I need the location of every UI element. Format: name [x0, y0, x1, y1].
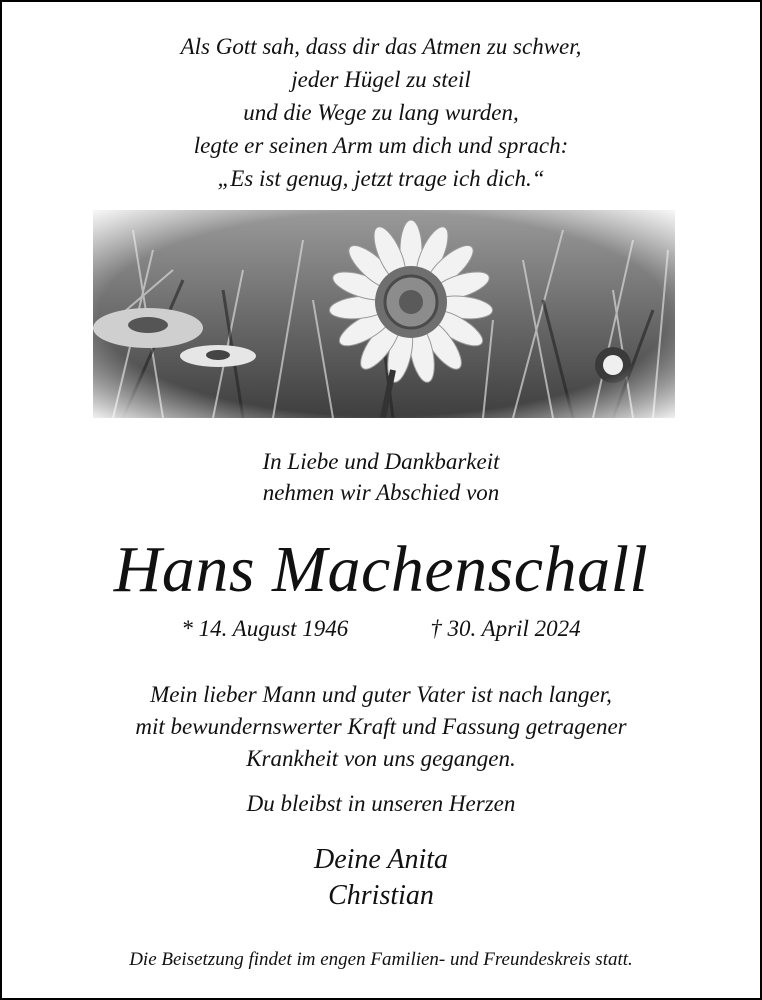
- message-line: Mein lieber Mann und guter Vater ist nach langer,: [150, 682, 612, 707]
- message-line: mit bewundernswerter Kraft und Fassung getragener: [135, 714, 627, 739]
- intro-line: nehmen wir Abschied von: [262, 480, 500, 505]
- birth-date: * 14. August 1946: [181, 616, 349, 641]
- intro-line: In Liebe und Dankbarkeit: [262, 449, 500, 474]
- signer-name: Deine Anita: [313, 844, 448, 875]
- burial-notice: Die Beisetzung findet im engen Familien- und Freundeskreis statt.: [129, 949, 633, 970]
- poem-line: Als Gott sah, dass dir das Atmen zu schwer,: [180, 34, 582, 59]
- sunflower-photo: [93, 210, 675, 418]
- life-dates: [2, 614, 760, 644]
- sunflower-illustration: [93, 210, 675, 418]
- message-text: [2, 679, 760, 775]
- poem-line: jeder Hügel zu steil: [291, 67, 471, 92]
- death-date: † 30. April 2024: [430, 616, 581, 641]
- message-line: Krankheit von uns gegangen.: [246, 746, 516, 771]
- signer-name: Christian: [328, 880, 434, 911]
- signers: [2, 842, 760, 914]
- poem-line: legte er seinen Arm um dich und sprach:: [193, 133, 569, 158]
- poem: [2, 30, 760, 195]
- poem-line: und die Wege zu lang wurden,: [243, 100, 519, 125]
- deceased-name: Hans Machenschall: [113, 533, 649, 606]
- poem-line: „Es ist genug, jetzt trage ich dich.“: [217, 166, 545, 191]
- intro-text: [2, 446, 760, 508]
- farewell-line: Du bleibst in unseren Herzen: [246, 791, 516, 816]
